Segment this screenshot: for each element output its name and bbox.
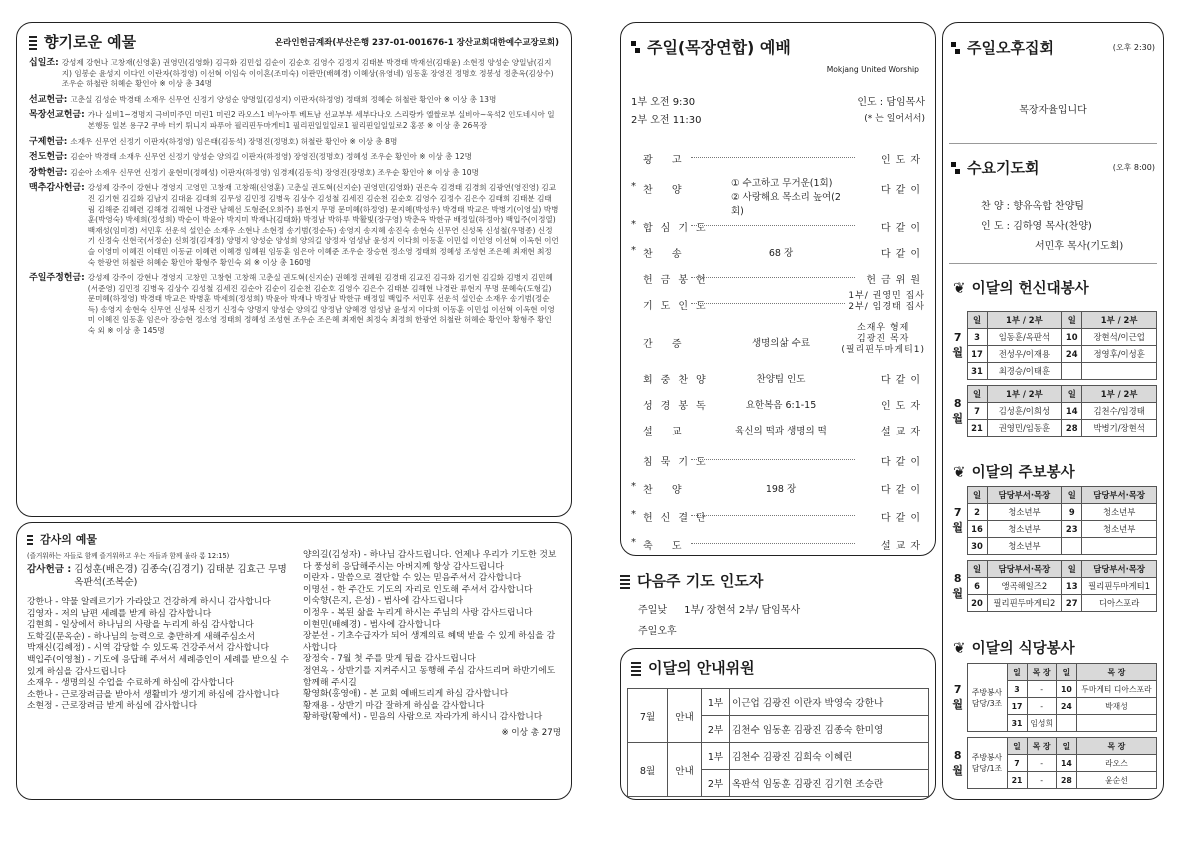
order-name: 회중찬양 <box>643 375 714 386</box>
worship-time-2: 2부 오전 11:30 <box>631 115 702 126</box>
service-assignee: 앵곡해일즈2 <box>987 578 1062 595</box>
usher-row <box>628 689 929 716</box>
order-star: * <box>631 509 636 520</box>
service-assignee <box>1082 363 1157 380</box>
thanks-entry: 이현민(배혜경) - 범사에 감사합니다 <box>303 619 441 630</box>
next-prayer-sun-value: 1부/ 장현석 2부/ 담임목사 <box>684 605 801 616</box>
wednesday-line-2: 인 도 : 김하영 목사(찬양) <box>981 221 1092 232</box>
order-detail: 생명의삶 수료 <box>751 338 811 349</box>
thanks-left-list <box>27 597 289 713</box>
service-day: 14 <box>1056 755 1076 772</box>
order-leader: 인도자 <box>878 397 925 412</box>
service-assignee: 청소년부 <box>987 521 1062 538</box>
service-month: 8 월 <box>952 571 964 600</box>
service-head: 1부 / 2부 <box>987 312 1062 329</box>
service-day: 7 <box>967 403 987 420</box>
service-row <box>949 521 1157 538</box>
thanks-entry: 이정우 - 복된 삶을 누리게 하시는 주님의 사랑 감사드립니다 <box>303 607 533 618</box>
gift-label: 주일주정헌금: <box>29 273 85 284</box>
service-day: 7 <box>1007 755 1027 772</box>
order-name: 축 도 <box>643 541 690 552</box>
usher-names: 김천수 김광진 김희숙 이혜린 <box>730 743 929 770</box>
service-day: 21 <box>1007 772 1027 789</box>
order-leader: 다같이 <box>878 245 925 260</box>
gift-label: 전도헌금: <box>29 152 68 163</box>
service-day: 31 <box>967 363 987 380</box>
service-assignee: 정영후/이성훈 <box>1082 346 1157 363</box>
service-assignee: 청소년부 <box>1082 521 1157 538</box>
usher-part: 2부 <box>702 716 730 743</box>
gift-row <box>29 58 559 90</box>
order-detail: 68 장 <box>768 248 794 259</box>
thanks-entry: 이란자 - 말씀으로 결단할 수 있는 믿음주셔서 감사합니다 <box>303 573 522 584</box>
service-head: 일 <box>967 487 987 504</box>
order-dots <box>691 277 855 278</box>
divider <box>949 263 1157 264</box>
order-item <box>621 423 935 443</box>
service-day: 6 <box>967 578 987 595</box>
gift-label: 십일조: <box>29 58 59 68</box>
service-assignee: 라오스 <box>1076 755 1156 772</box>
thanks-entry: 황하랑(황예서) - 믿음의 사람으로 자라가게 하시니 감사합니다 <box>303 712 543 723</box>
service-row <box>949 504 1157 521</box>
ushers-title <box>631 657 929 678</box>
order-item <box>621 371 935 391</box>
service-assignee: 필리핀두마게티2 <box>987 595 1062 612</box>
service-assignee: - <box>1027 772 1056 789</box>
thanks-label: 감사헌금 : <box>27 564 72 575</box>
service-month: 7 월 <box>952 683 964 711</box>
gifts-list <box>29 58 559 337</box>
service-assignee: - <box>1027 681 1056 698</box>
service-head-row <box>949 487 1157 504</box>
service-assignee: 박병기/장현석 <box>1082 420 1157 437</box>
service-head-row <box>949 312 1157 329</box>
devotion-table <box>949 311 1157 437</box>
service-assignee: - <box>1027 698 1056 715</box>
service-day: 14 <box>1062 403 1082 420</box>
service-assignee: 박재성 <box>1076 698 1156 715</box>
order-name: 헌신결단 <box>643 513 714 524</box>
service-day: 13 <box>1062 578 1082 595</box>
thanks-entry: 장정숙 - 7월 첫 주를 맞게 됨을 감사드립니다 <box>303 654 476 665</box>
service-day: 10 <box>1062 329 1082 346</box>
service-head: 일 <box>1062 487 1082 504</box>
devotion-title-text: 이달의 헌신대봉사 <box>971 281 1089 297</box>
bulletin-title <box>953 461 1075 482</box>
order-dots <box>691 157 855 158</box>
service-day <box>1062 538 1082 555</box>
usher-names: 김천수 임동훈 김광진 김종숙 한미영 <box>730 716 929 743</box>
leaf-icon: ❦ <box>953 278 966 297</box>
service-day: 31 <box>1007 715 1027 732</box>
usher-month: 8월 <box>628 743 668 797</box>
order-name: 찬 양 <box>643 485 690 496</box>
service-day: 20 <box>967 595 987 612</box>
order-item <box>621 509 935 529</box>
gift-row <box>29 152 559 163</box>
service-day: 23 <box>1062 521 1082 538</box>
service-row <box>949 329 1157 346</box>
gift-label: 목장선교헌금: <box>29 110 85 121</box>
order-name: 광 고 <box>643 155 690 166</box>
service-assignee: 장현석/이근업 <box>1082 329 1157 346</box>
order-name: 성경봉독 <box>643 401 714 412</box>
service-head: 일 <box>1062 561 1082 578</box>
sunday-pm-title <box>951 37 1054 58</box>
service-assignee: 청소년부 <box>1082 504 1157 521</box>
cafeteria-title <box>953 637 1075 658</box>
service-assignee: 임동훈/옥판석 <box>987 329 1062 346</box>
gift-row <box>29 137 559 148</box>
divider <box>949 143 1157 144</box>
usher-names: 이근업 김광진 이란자 박영숙 강한나 <box>730 689 929 716</box>
bulletin-table <box>949 486 1157 612</box>
service-day: 24 <box>1056 698 1076 715</box>
service-head: 목 장 <box>1027 738 1056 755</box>
order-detail: 198 장 <box>765 484 797 495</box>
service-head: 일 <box>967 312 987 329</box>
order-star: * <box>631 219 636 230</box>
service-assignee: 전성우/이재용 <box>987 346 1062 363</box>
order-leader: 다같이 <box>878 219 925 234</box>
order-detail: 요한복음 6:1-15 <box>745 400 817 411</box>
service-day: 28 <box>1062 420 1082 437</box>
gift-names: 고춘실 김성순 박경태 소재우 신무연 신정기 양성순 양명일(김성지) 이판자(하정영) 정태희 정혜순 허철란 황인아 ※ 이상 총 13명 <box>70 94 497 104</box>
order-name: 침묵기도 <box>643 457 714 468</box>
order-item <box>621 537 935 556</box>
devotion-title <box>953 277 1089 298</box>
thanks-right-list <box>303 550 561 724</box>
service-assignee: 필리핀두마게티1 <box>1082 578 1157 595</box>
thanks-entry: 황재용 - 상반기 마감 잘하게 하심을 감사합니다 <box>303 700 485 711</box>
service-assignee: 청소년부 <box>987 538 1062 555</box>
worship-standing-note: (* 는 일어서서) <box>864 114 925 124</box>
worship-subtitle: Mokjang United Worship <box>826 65 919 74</box>
gifts-title-text: 향기로운 예물 <box>44 33 137 51</box>
service-assignee: 김천수/임경태 <box>1082 403 1157 420</box>
order-leader: 다같이 <box>878 371 925 386</box>
thanks-entry: 소재우 - 생명의실 수업을 수료하게 하심에 감사합니다 <box>27 678 234 689</box>
service-day <box>1062 363 1082 380</box>
order-name: 헌금봉헌 <box>643 275 714 286</box>
thanks-entry: 백입주(이영철) - 기도에 응답해 주셔서 세례증인이 세례를 받으실 수 있게 하심을 감사드립니다 <box>27 654 289 677</box>
thanks-total: ※ 이상 총 27명 <box>501 727 561 738</box>
service-head: 목 장 <box>1076 664 1156 681</box>
title-bar-icon <box>631 660 641 676</box>
service-day: 17 <box>967 346 987 363</box>
order-leader: 다같이 <box>878 509 925 524</box>
order-leader: 헌금위원 <box>863 271 925 286</box>
usher-role: 안내 <box>668 743 702 797</box>
service-assignee <box>1076 715 1156 732</box>
service-assignee: 두마게티 디아스포라 <box>1076 681 1156 698</box>
service-day: 17 <box>1007 698 1027 715</box>
gift-names: 소재우 신무연 신정기 이판자(하정영) 임은태(김동석) 장명진(정명호) 허철란 황인아 ※ 이상 총 8명 <box>70 136 398 146</box>
gift-label: 장학헌금: <box>29 167 68 178</box>
service-day: 2 <box>967 504 987 521</box>
sunday-pm-title-text: 주일오후집회 <box>967 39 1054 57</box>
service-head: 일 <box>967 561 987 578</box>
service-assignee: 최경승/이태훈 <box>987 363 1062 380</box>
gifts-title <box>29 31 136 52</box>
thanks-left-column <box>27 550 289 738</box>
service-head: 일 <box>1062 386 1082 403</box>
bullet-icon <box>951 41 961 55</box>
service-row <box>949 346 1157 363</box>
service-head: 일 <box>1007 738 1027 755</box>
service-head-row <box>949 664 1157 681</box>
service-head: 일 <box>967 386 987 403</box>
service-row <box>949 363 1157 380</box>
gift-names: 김순아 소재우 신무연 신정기 윤현미(정혜성) 이판자(하정영) 임경제(김동석) 장영진(장명호) 조우순 황인아 ※ 이상 총 10명 <box>70 167 479 177</box>
gift-row <box>29 183 559 268</box>
gifts-account: 온라인헌금계좌(부산은행 237-01-001676-1 장산교회대한예수교장로회) <box>274 37 559 48</box>
wednesday-line-1: 찬 양 : 향유옥합 찬양팀 <box>981 201 1085 212</box>
order-star: * <box>631 481 636 492</box>
service-assignee: 청소년부 <box>987 504 1062 521</box>
gifts-panel <box>16 22 572 517</box>
worship-panel <box>620 22 936 556</box>
thanks-entry: 김영자 - 저의 남편 세례를 받게 하심 감사합니다 <box>27 608 212 619</box>
next-prayer-sun-label: 주일낮 <box>638 605 667 616</box>
gift-row <box>29 110 559 131</box>
service-month: 7 월 <box>952 331 964 359</box>
order-item <box>621 397 935 417</box>
thanks-entry: 박재신(김혜정) - 시역 감당할 수 있도록 건강주셔서 감사합니다 <box>27 643 270 654</box>
order-name: 합심기도 <box>643 223 714 234</box>
usher-part: 1부 <box>702 689 730 716</box>
service-assignee: 디아스포라 <box>1082 595 1157 612</box>
order-star: * <box>631 537 636 548</box>
cafeteria-title-text: 이달의 식당봉사 <box>971 641 1075 657</box>
order-leader: 다같이 <box>878 181 925 196</box>
right-panel <box>942 22 1164 800</box>
service-day <box>1056 715 1076 732</box>
service-day: 24 <box>1062 346 1082 363</box>
service-lead: 주방봉사 담당/1조 <box>967 738 1007 789</box>
service-head: 일 <box>1007 664 1027 681</box>
service-head-row <box>949 386 1157 403</box>
order-name: 설 교 <box>643 427 690 438</box>
service-assignee <box>1082 538 1157 555</box>
service-head: 목 장 <box>1027 664 1056 681</box>
service-head: 담당부서·목장 <box>987 561 1062 578</box>
service-day: 28 <box>1056 772 1076 789</box>
order-star: * <box>631 181 636 192</box>
order-leader: 설교자 <box>878 423 925 438</box>
service-row <box>949 538 1157 555</box>
usher-row <box>628 743 929 770</box>
thanks-entry: 소현정 - 근로장려금 받게 하심에 감사합니다 <box>27 701 198 712</box>
order-name: 찬 송 <box>643 249 690 260</box>
order-item <box>621 291 935 317</box>
ushers-panel <box>620 648 936 800</box>
order-leader: 다같이 <box>878 453 925 468</box>
service-head: 담당부서·목장 <box>987 487 1062 504</box>
cafeteria-table <box>949 663 1157 789</box>
order-name: 기도인도 <box>643 301 714 312</box>
thanks-entry: 양의길(김성자) - 하나님 감사드립니다. 언제나 우리가 기도한 것보다 풍성히 응답해주시는 아버지께 항상 감사드립니다 <box>303 550 557 572</box>
ushers-title-text: 이달의 안내위원 <box>648 659 755 677</box>
service-assignee: - <box>1027 755 1056 772</box>
thanks-entry: 강한나 - 약물 알레르기가 가라앉고 건강하게 하시니 감사합니다 <box>27 597 271 607</box>
sunday-pm-body: 목장자율입니다 <box>1019 105 1087 116</box>
service-day: 27 <box>1062 595 1082 612</box>
service-month: 8 월 <box>952 396 964 425</box>
service-month: 7 월 <box>952 506 964 534</box>
next-prayer-section <box>620 570 936 637</box>
thanks-entry: 이숙향(은지, 은성) - 범사에 감사드립니다 <box>303 596 463 607</box>
wednesday-line-3: 서민후 목사(기도회) <box>1035 241 1124 252</box>
ushers-table <box>627 688 929 797</box>
service-head-row <box>949 738 1157 755</box>
usher-names: 옥판석 임동훈 김광진 김기현 조승란 <box>730 770 929 797</box>
thanks-entry: 이명선 - 한 주간도 기도의 자리로 인도해 주셔서 감사합니다 <box>303 584 533 595</box>
service-day: 3 <box>1007 681 1027 698</box>
service-head: 목 장 <box>1076 738 1156 755</box>
thanks-entry: 소한나 - 근로장려금을 받아서 생활비가 생기게 하심에 감사합니다 <box>27 689 280 700</box>
service-head: 1부 / 2부 <box>1082 386 1157 403</box>
order-leader: 설교자 <box>878 537 925 552</box>
order-name: 찬 양 <box>643 185 690 196</box>
sunday-pm-time: (오후 2:30) <box>1112 43 1155 52</box>
bullet-icon <box>951 161 961 175</box>
order-dots <box>691 543 855 544</box>
leaf-icon: ❦ <box>953 462 966 481</box>
title-bar-icon <box>620 573 630 589</box>
service-day: 21 <box>967 420 987 437</box>
order-item <box>621 271 935 291</box>
service-head: 1부 / 2부 <box>987 386 1062 403</box>
service-day: 16 <box>967 521 987 538</box>
order-name: 간 증 <box>643 339 690 350</box>
leaf-icon: ❦ <box>953 638 966 657</box>
service-assignee: 김성훈/이희성 <box>987 403 1062 420</box>
next-prayer-title-text: 다음주 기도 인도자 <box>637 572 764 590</box>
service-head: 담당부서·목장 <box>1082 561 1157 578</box>
service-row <box>949 595 1157 612</box>
wednesday-title-text: 수요기도회 <box>967 159 1040 177</box>
order-item <box>621 453 935 473</box>
service-row <box>949 578 1157 595</box>
service-head-row <box>949 561 1157 578</box>
bullet-icon <box>631 40 641 54</box>
next-prayer-pm-label: 주일오후 <box>638 626 677 637</box>
order-dots <box>691 225 855 226</box>
thanks-title-text: 감사의 예물 <box>40 533 97 546</box>
wednesday-title <box>951 157 1039 178</box>
thanks-entry: 김현희 - 일상에서 하나님의 사랑을 누리게 하심 감사합니다 <box>27 620 254 631</box>
service-day: 30 <box>967 538 987 555</box>
worship-leader: 인도 : 담임목사 <box>857 97 925 108</box>
gift-row <box>29 95 559 106</box>
service-month: 8 월 <box>952 748 964 777</box>
order-leader: 다같이 <box>878 481 925 496</box>
gift-names: 강성제 강주이 강현나 경영지 고창민 고창현 고창해 고춘실 권도혁(신지순) 권혜정 권혜원 김경태 김교진 김극화 김기현 김길화 김병지 김민혜(서준영) 김민정 김병욱 김상수 김성철 김세진 김순아 김순이 김순천 김순호 김영수 김은수 김태분 김해현 나경란 류현지 무명 문혜숙(도형길) 문미혜(하정영) 박경태 박교은 박병훈 박세희(정성희) 박윤아 박재나 박정남 박한규 배정일 백입주 서민후 선운석 설인순 소재우 송기범(정순득) 송영지 송현숙 신무연 신성복 신정기 신정숙 양명지 양성순 양의길 양정남 양혜경 엄성남 윤성지 이다희 이동훈 이민섭 이선혁 이옥현 이영미 이혜진 임동훈 임은아 장승현 정소영 정태희 정혜성 조성현 조우순 조은혜 최재현 최정숙 최정희 한광연 허철란 허혜순 황인아 황형주 황인숙 외 ※ 이상 총 145명 <box>87 273 555 336</box>
gift-names: 김순아 박경태 소재우 신무연 신정기 양성순 양의길 이판자(하정영) 장영진(정명호) 정혜성 조우순 황인아 ※ 이상 총 12명 <box>70 152 472 162</box>
service-head: 1부 / 2부 <box>1082 312 1157 329</box>
worship-title-text: 주일(목장연합) 예배 <box>647 38 791 57</box>
thanks-entry: 황영화(홍영애) - 본 교회 예배드리게 하심 감사합니다 <box>303 689 509 700</box>
service-day: 9 <box>1062 504 1082 521</box>
gift-row <box>29 168 559 179</box>
order-detail: 찬양팀 인도 <box>756 374 806 385</box>
order-star: * <box>631 245 636 256</box>
usher-role: 안내 <box>668 689 702 743</box>
order-detail: 육신의 떡과 생명의 떡 <box>735 426 827 437</box>
worship-time-1: 1부 오전 9:30 <box>631 97 696 108</box>
gift-row <box>29 273 559 337</box>
service-day: 3 <box>967 329 987 346</box>
thanks-note: (즐거워하는 자들로 함께 즐거워하고 우는 자들과 함께 울라 롬 12:15) <box>27 552 230 560</box>
order-item <box>621 151 935 171</box>
order-leader: 소재우 형제 김광진 목자 (필리핀두마게티1) <box>838 323 925 356</box>
order-item <box>621 245 935 265</box>
title-bar-icon <box>29 34 37 50</box>
wednesday-time: (오후 8:00) <box>1112 163 1155 172</box>
title-bar-icon <box>27 533 33 545</box>
order-detail: ① 수고하고 무거운(1회) ② 사랑해요 목소리 높여(2회) <box>731 178 841 217</box>
service-assignee: 윤순선 <box>1076 772 1156 789</box>
service-assignee: 권영민/임동훈 <box>987 420 1062 437</box>
order-item <box>621 323 935 355</box>
thanks-entry: 정연옥 - 상반기를 지켜주시고 동행해 주심 감사드리며 하반기에도 함께해 주시길 <box>303 665 556 688</box>
service-assignee: 임성희 <box>1027 715 1056 732</box>
service-head: 일 <box>1062 312 1082 329</box>
service-head: 일 <box>1056 664 1076 681</box>
order-dots <box>691 459 855 460</box>
usher-month: 7월 <box>628 689 668 743</box>
usher-part: 1부 <box>702 743 730 770</box>
thanks-title <box>27 531 561 547</box>
bulletin-title-text: 이달의 주보봉사 <box>971 465 1075 481</box>
service-head: 담당부서·목장 <box>1082 487 1157 504</box>
service-row <box>949 403 1157 420</box>
gift-names: 강성제 강현나 고창재(신영훈) 권영민(김영화) 김극화 김민섭 김순이 김순호 김영수 김정지 김태분 박경태 박재선(김태윤) 소현정 양성순 양일남(김지지) 임봉순 윤성지 이다인 이란자(하정영) 이선혁 이임숙 이이혼(조미숙) 이판만(배혜경) 이혜상(유영네) 임동훈 장영진 정명호 정봉성 정춘옥(김상수) 조우순 하철란 허혜순 황인아 ※ 이상 총 34명 <box>61 58 554 89</box>
order-item <box>621 178 935 217</box>
service-row <box>949 420 1157 437</box>
order-item <box>621 219 935 239</box>
order-dots <box>691 303 855 304</box>
order-leader: 1부/ 권영민 집사 2부/ 임경태 집사 <box>845 291 925 313</box>
gift-names: 가나 실비1~경명지 극비미주민 미린1 미린2 라오스1 비누아투 베트남 선교부부 세부다나오 스리랑카 엘쌀로부 실비아~욱석2 인도네시아 일본행동 일본 용구2 쿠바 터키 튀니지 파푸아 필리핀두마게티1 필리핀일일일로1 필리핀일일일로2 홍콩 ※ 이상 총 26목장 <box>87 110 555 130</box>
gift-label: 맥추감사헌금: <box>29 183 85 194</box>
next-prayer-title <box>620 570 936 591</box>
order-dots <box>691 515 855 516</box>
gift-label: 선교헌금: <box>29 94 68 105</box>
thanks-entry: 장분선 - 기초수급자가 되어 생계의료 혜택 받을 수 있게 하심을 감사합니다 <box>303 631 556 653</box>
thanks-right-column <box>303 550 561 738</box>
gift-names: 강성제 강주이 강현나 경영지 고영민 고창재 고창해(신영훈) 고춘실 권도혁(신지순) 권영민(김영화) 권은숙 김경태 김경희 김광연(영진영) 김교진 김기현 김길화 김남지 김대윤 김대희 김무성 김민정 김병욱 김상수 김성철 김세진 김순천 김순호 김영수 김정수 김은수 김태희 김태분 김태림 김해준 김혜련 김해경 김해현 나경란 남혜선 도형준(오희주) 류현지 무명 문미혜(하정영) 문지혜(박성우) 박경태 박교은 박병기(이영실) 박병훈(박영숙) 박세희(정성희) 박순이 박윤아 박지미 박재나(김태화) 박정남 박하루 박활빛(장구영) 박춘옥 박한규 배정일(하정아) 백입주(이정열) 백재성(임미경) 서민후 선운석 설인순 소재우 소현나 소현정 송기범(정순득) 송영지 송지혜 송진숙 송현숙 신무연 신성복 신성철(우명종) 신정기 신정숙 신현국(서정순) 신희정(김재정) 양명지 양성순 양성희 양의길 양정자 엄성남 윤성지 이다희 이동훈 이민섭 이인영 이선혁 이옥현 이언슬 이영미 이혜진 이태민 이동균 이혜련 이혜경 임혜원 임동훈 임은아 이혜준 조우순 장승현 정소영 정태희 정혜성 조성현 조은혜 최재현 최정숙 한광연 허철란 허혜순 황인아 황형주 황인숙 외 ※ 이상 총 160명 <box>87 183 559 267</box>
worship-title <box>631 35 791 58</box>
thanks-entry: 도학길(문옥순) - 하나님의 능력으로 충만하게 새해주심소서 <box>27 631 255 642</box>
thanks-donors: 김성훈(배은경) 김종숙(김경기) 김태분 김효근 무명 옥판석(조복순) <box>74 564 287 588</box>
service-head: 일 <box>1056 738 1076 755</box>
gift-label: 구제헌금: <box>29 136 68 147</box>
order-item <box>621 481 935 501</box>
usher-part: 2부 <box>702 770 730 797</box>
service-lead: 주방봉사 담당/3조 <box>967 664 1007 732</box>
service-day: 10 <box>1056 681 1076 698</box>
thanks-panel <box>16 522 572 800</box>
order-leader: 인도자 <box>878 151 925 166</box>
